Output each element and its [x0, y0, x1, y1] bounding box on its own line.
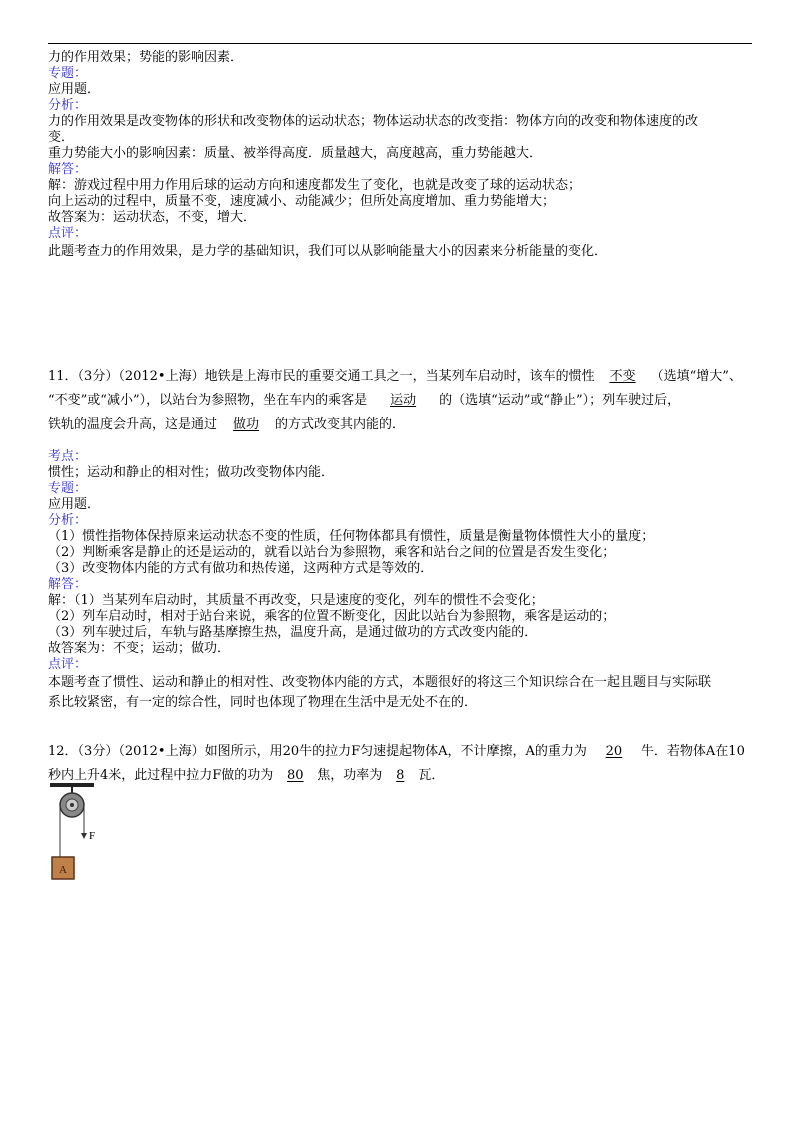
- q11-fenxi-line: （3）改变物体内能的方式有做功和热传递，这两种方式是等效的．: [48, 561, 434, 576]
- q12-stem-line-2: [48, 764, 756, 788]
- q10-label-dianping: 点评：: [48, 226, 88, 241]
- q10-fenxi-line: 力的作用效果是改变物体的形状和改变物体的运动状态；物体运动状态的改变指：物体方向的改变和物体速度的改: [48, 114, 699, 129]
- q11-analysis-section: [48, 449, 756, 713]
- q10-analysis-section: [48, 50, 756, 260]
- q10-fenxi-line: 变．: [48, 130, 75, 145]
- q11-question: [48, 365, 756, 437]
- q12-answer-blank-2: 80: [287, 768, 304, 783]
- q12-question: [48, 740, 756, 788]
- q12-answer-blank-3: 8: [396, 768, 405, 783]
- q12-stem-text: 焦，功率为: [317, 768, 383, 783]
- pulley-axle: [70, 803, 74, 807]
- q11-jieda-line: 解：（1）当某列车启动时，其质量不再改变，只是速度的变化，列车的惯性不会变化；: [48, 593, 544, 608]
- pulley-figure: [48, 783, 108, 883]
- q10-jieda-line: 故答案为：运动状态，不变，增大．: [48, 210, 257, 225]
- q11-jieda-line: （3）列车驶过后，车轨与路基摩擦生热，温度升高，是通过做功的方式改变内能的．: [48, 625, 538, 640]
- q12-stem-text: 秒内上升4米，此过程中拉力F做的功为: [48, 768, 274, 783]
- q11-stem-line-2: [48, 389, 756, 413]
- q11-stem-text: （选填“增大”、: [650, 369, 742, 384]
- header-rule: [48, 43, 752, 44]
- q11-label-jieda: 解答：: [48, 577, 88, 592]
- q11-dianping-line: 本题考查了惯性、运动和静止的相对性、改变物体内能的方式，本题很好的将这三个知识综合在一起且题目与实际联: [48, 675, 712, 690]
- q11-label-fenxi: 分析：: [48, 513, 88, 528]
- q11-kaodian: 惯性；运动和静止的相对性；做功改变物体内能．: [48, 465, 335, 480]
- q12-stem-text: 瓦．: [418, 768, 445, 783]
- q11-stem-text: 的方式改变其内能的．: [275, 417, 406, 432]
- q11-fenxi-line: （1）惯性指物体保持原来运动状态不变的性质，任何物体都具有惯性，质量是衡量物体惯性大小的量度；: [48, 529, 655, 544]
- q12-stem-text: 12．（3分）（2012•上海）如图所示，用20牛的拉力F匀速提起物体A，不计摩擦，A的重力为: [48, 744, 587, 759]
- q10-zhuanti: 应用题．: [48, 82, 101, 97]
- q11-stem-text: 的（选填“运动”或“静止”）；列车驶过后，: [439, 393, 681, 408]
- q10-label-jieda: 解答：: [48, 162, 88, 177]
- ceiling-beam: [50, 783, 94, 787]
- q10-jieda-line: 向上运动的过程中，质量不变，速度减小、动能减少；但所处高度增加、重力势能增大；: [48, 194, 556, 209]
- q11-stem-line-3: [48, 413, 756, 437]
- q10-jieda-line: 解：游戏过程中用力作用后球的运动方向和速度都发生了变化，也就是改变了球的运动状态；: [48, 178, 582, 193]
- q11-stem-text: “不变”或“减小”），以站台为参照物，坐在车内的乘客是: [48, 393, 368, 408]
- q12-answer-blank-1: 20: [605, 744, 623, 759]
- q11-answer-blank-2: 运动: [390, 393, 417, 408]
- q10-label-zhuanti: 专题：: [48, 66, 88, 81]
- q10-dianping: 此题考查力的作用效果，是力学的基础知识，我们可以从影响能量大小的因素来分析能量的变化．: [48, 244, 608, 259]
- q11-label-dianping: 点评：: [48, 657, 88, 672]
- q11-jieda-line: （2）列车启动时，相对于站台来说，乘客的位置不断变化，因此以站台为参照物，乘客是运动的；: [48, 609, 616, 624]
- q11-jieda-line: 故答案为：不变；运动；做功．: [48, 641, 231, 656]
- q11-label-kaodian: 考点：: [48, 449, 88, 464]
- q11-stem-line-1: [48, 365, 756, 389]
- q11-stem-text: 11．（3分）（2012•上海）地铁是上海市民的重要交通工具之一，当某列车启动时，该车的惯性: [48, 369, 595, 384]
- q12-stem-line-1: [48, 740, 756, 764]
- q11-answer-blank-3: 做功: [233, 417, 260, 432]
- q10-label-fenxi: 分析：: [48, 98, 88, 113]
- force-label: F: [89, 830, 96, 842]
- block-label: A: [59, 864, 67, 876]
- q11-label-zhuanti: 专题：: [48, 481, 88, 496]
- q11-stem-text: 铁轨的温度会升高，这是通过: [48, 417, 218, 432]
- q11-dianping-line: 系比较紧密，有一定的综合性，同时也体现了物理在生活中是无处不在的．: [48, 695, 478, 710]
- q12-stem-text: 牛．若物体A在10: [640, 744, 745, 759]
- force-arrow-head: [81, 833, 87, 839]
- q11-fenxi-line: （2）判断乘客是静止的还是运动的，就看以站台为参照物，乘客和站台之间的位置是否发生变化；: [48, 545, 616, 560]
- q11-zhuanti: 应用题．: [48, 497, 101, 512]
- q10-fenxi-line: 重力势能大小的影响因素：质量、被举得高度．质量越大，高度越高，重力势能越大．: [48, 146, 543, 161]
- q10-topic: 力的作用效果；势能的影响因素．: [48, 50, 244, 65]
- q11-answer-blank-1: 不变: [609, 369, 636, 384]
